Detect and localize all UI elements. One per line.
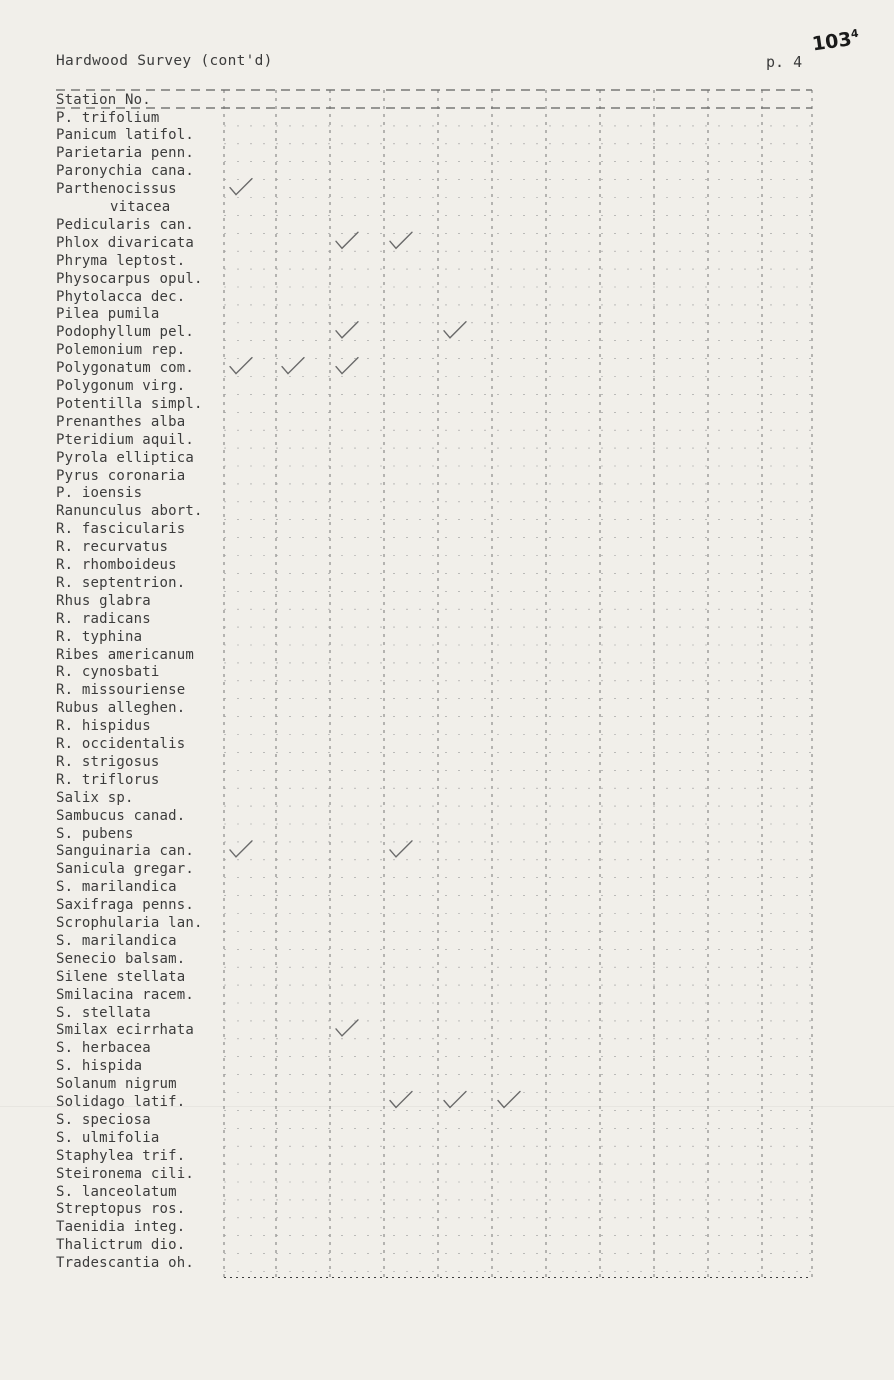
archive-stamp-suffix: 4	[849, 26, 860, 41]
species-name: S. lanceolatum	[56, 1183, 177, 1200]
species-name: Paronychia cana.	[56, 163, 195, 180]
species-name: Rubus alleghen.	[56, 700, 186, 717]
check-mark	[230, 358, 252, 374]
species-name: R. radicans	[56, 610, 151, 627]
species-name: R. rhomboideus	[56, 557, 177, 573]
species-name: Pedicularis can.	[56, 216, 195, 233]
species-name: Smilax ecirrhata	[56, 1022, 195, 1039]
species-name: S. marilandica	[56, 932, 177, 949]
species-name: Sanguinaria can.	[56, 843, 195, 860]
archive-stamp-number: 103	[810, 28, 854, 56]
species-name: Phryma leptost.	[56, 252, 186, 269]
species-name: Rhus glabra	[56, 592, 151, 609]
check-mark	[230, 179, 252, 195]
species-name: P. ioensis	[56, 485, 143, 502]
species-name: R. septentrion.	[56, 574, 186, 591]
species-name: R. occidentalis	[56, 736, 186, 752]
check-mark	[336, 358, 358, 374]
species-name: Streptopus ros.	[56, 1201, 186, 1218]
page-number: p. 4	[766, 53, 803, 71]
species-name: Podophyllum pel.	[56, 324, 195, 341]
species-name: Scrophularia lan.	[56, 915, 203, 931]
species-name: Parthenocissus	[56, 181, 177, 198]
species-name: S. hispida	[56, 1058, 143, 1075]
species-name: R. strigosus	[56, 753, 160, 770]
species-name: Pteridium aquil.	[56, 431, 195, 448]
species-name: Sanicula gregar.	[56, 861, 195, 878]
check-mark	[390, 232, 412, 248]
species-name: Polemonium rep.	[56, 342, 186, 359]
document-title: Hardwood Survey (cont'd)	[56, 53, 273, 69]
species-name: Prenanthes alba	[56, 413, 186, 430]
species-name: S. marilandica	[56, 879, 177, 896]
species-name: Salix sp.	[56, 789, 134, 806]
species-name: S. herbacea	[56, 1040, 151, 1057]
species-name: Pyrola elliptica	[56, 449, 195, 466]
check-mark	[282, 358, 304, 374]
species-name: Steironema cili.	[56, 1165, 195, 1182]
species-name: Phytolacca dec.	[56, 288, 186, 305]
check-mark	[390, 841, 412, 857]
species-name: Polygonum virg.	[56, 378, 186, 394]
species-name: Potentilla simpl.	[56, 395, 203, 412]
species-name: Parietaria penn.	[56, 145, 195, 162]
check-mark	[336, 1020, 358, 1036]
species-name: R. missouriense	[56, 682, 186, 699]
species-name: R. triflorus	[56, 771, 160, 788]
species-name: Thalictrum dio.	[56, 1237, 186, 1254]
species-name: Silene stellata	[56, 968, 186, 985]
species-name: R. fascicularis	[56, 521, 186, 538]
species-name: Solidago latif.	[56, 1094, 186, 1110]
species-name: S. speciosa	[56, 1111, 151, 1128]
species-name: vitacea	[110, 199, 171, 215]
species-name: Senecio balsam.	[56, 950, 186, 967]
species-name: Staphylea trif.	[56, 1147, 186, 1164]
check-mark	[336, 232, 358, 248]
species-name: S. stellata	[56, 1004, 151, 1021]
species-name: Phlox divaricata	[56, 234, 195, 251]
species-name: Pyrus coronaria	[56, 467, 186, 484]
species-name: Smilacina racem.	[56, 986, 195, 1003]
species-name: Panicum latifol.	[56, 127, 195, 144]
species-name: Solanum nigrum	[56, 1076, 177, 1093]
species-name: Pilea pumila	[56, 306, 160, 323]
species-name: R. typhina	[56, 628, 143, 645]
check-mark	[444, 322, 466, 338]
species-name: Saxifraga penns.	[56, 897, 195, 914]
species-name: Ribes americanum	[56, 646, 195, 663]
species-name: R. hispidus	[56, 718, 151, 735]
species-name: Sambucus canad.	[56, 807, 186, 824]
paper-fold	[0, 1106, 894, 1107]
check-mark	[336, 322, 358, 338]
species-name: Tradescantia oh.	[56, 1255, 195, 1272]
species-name: S. pubens	[56, 825, 134, 842]
species-name: Ranunculus abort.	[56, 503, 203, 520]
station-header-label: Station No.	[56, 92, 151, 108]
species-name: R. cynosbati	[56, 664, 160, 681]
check-mark	[230, 841, 252, 857]
species-name: S. ulmifolia	[56, 1129, 160, 1146]
species-name: Taenidia integ.	[56, 1219, 186, 1236]
species-name: Physocarpus opul.	[56, 270, 203, 287]
species-name: P. trifolium	[56, 109, 160, 126]
species-name: Polygonatum com.	[56, 360, 195, 377]
species-name: R. recurvatus	[56, 539, 169, 556]
